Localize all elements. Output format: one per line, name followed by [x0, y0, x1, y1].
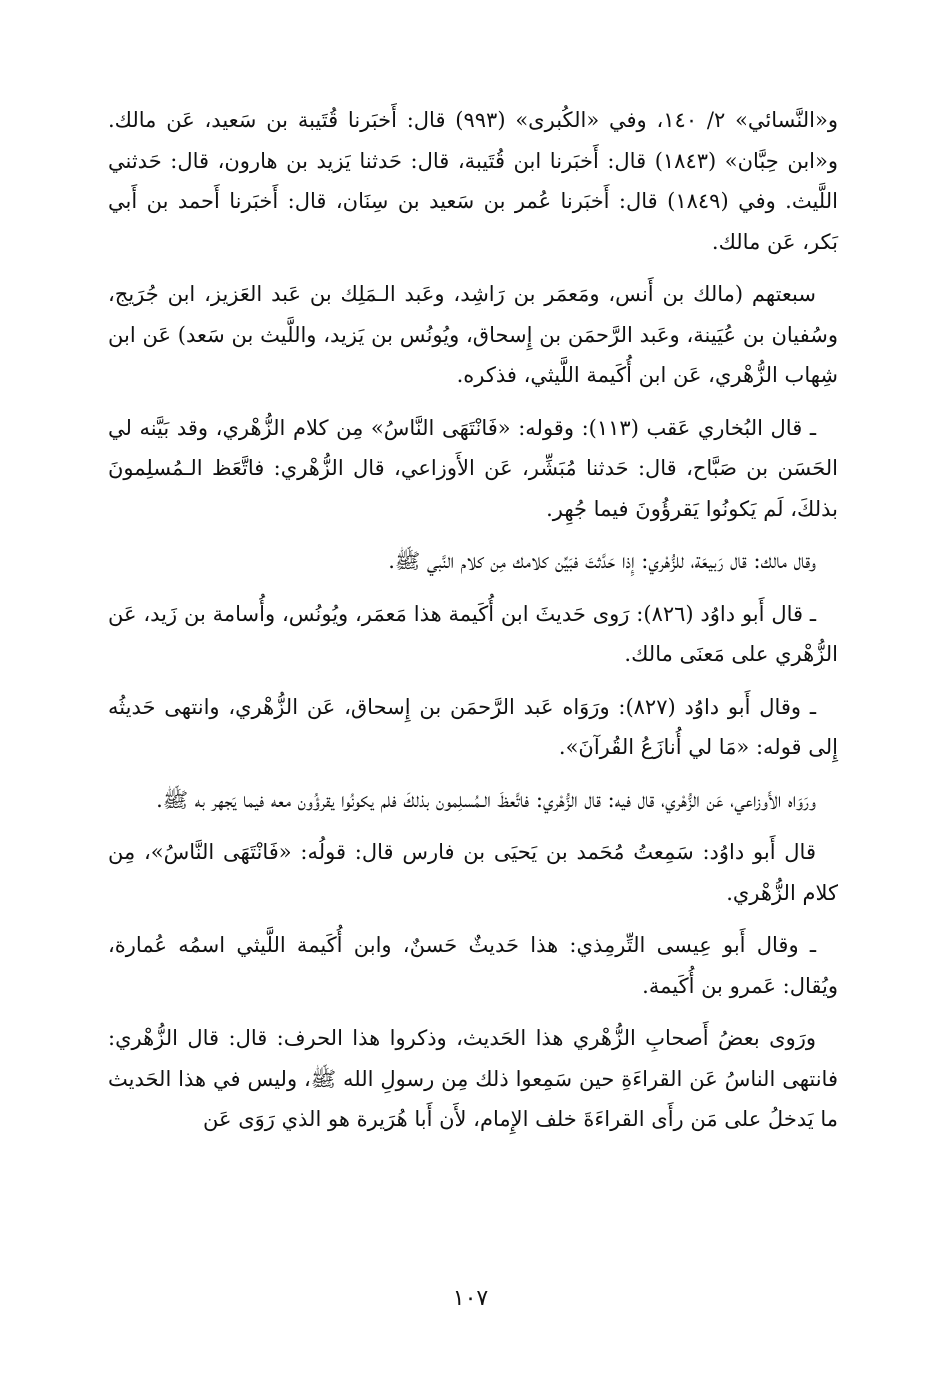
paragraph: سبعتهم (مالك بن أَنس، ومَعمَر بن رَاشِد، وعَبد الـمَلِك بن عَبد العَزيز، ابن جُرَيج، وسُفيان بن عُيَينة، وعَبد الرَّحمَن بن إِسحاق، ويُونُس بن يَزيد، واللَّيث بن سَعد) عَن ابن شِهاب الزُّهْري، عَن ابن أُكَيمة اللَّيثي، فذكره. [108, 282, 838, 387]
paragraph: وقال مالك: قال رَبيعَة، للزُّهْري: إِذا حَدَّثتَ فبَيِّن كلامك مِن كلام النَّبي ﷺ. [388, 549, 816, 573]
paragraph: ورَوى بعضُ أَصحابِ الزُّهْري هذا الحَديث، وذكروا هذا الحرف: قال: قال الزُّهْري: فانتهى الناسُ عَن القراءَةِ حين سَمِعوا ذلك مِن رسولِ الله ﷺ، وليس في هذا الحَديث ما يَدخلُ على مَن رأَى القراءَةَ خلف الإِمام، لأَن أَبا هُرَيرة هو الذي رَوَى عَن [108, 1026, 838, 1131]
paragraph: ـ وقال أَبو داوُد (٨٢٧): ورَوَاه عَبد الرَّحمَن بن إِسحاق، عَن الزُّهْري، وانتهى حَديثُه إِلى قوله: «مَا لي أُنازَعُ القُرآنَ». [108, 694, 838, 759]
paragraph: ـ قال أَبو داوُد (٨٢٦): رَوى حَديثَ ابن أُكَيمة هذا مَعمَر، ويُونُس، وأُسامة بن زَيد، عَن الزُّهْري على مَعنَى مالك. [108, 601, 838, 666]
paragraph: و«النَّسائي» ٢/ ١٤٠، وفي «الكُبرى» (٩٩٣) قال: أَخبَرنا قُتَيبة بن سَعيد، عَن مالك. و«ابن حِبَّان» (١٨٤٣) قال: أَخبَرنا ابن قُتَيبة، قال: حَدثنا يَزيد بن هارون، قال: حَدثني اللَّيث. وفي (١٨٤٩) قال: أَخبَرنا عُمر بن سَعيد بن سِنَان، قال: أَخبَرنا أَحمد بن أَبي بَكر، عَن مالك. [108, 108, 838, 254]
paragraph: ـ قال البُخاري عَقب (١١٣): وقوله: «فَانْتَهَى النَّاسُ» مِن كلام الزُّهْري، وقد بَيَّنه لي الحَسَن بن صَبَّاح، قال: حَدثنا مُبَشِّر، عَن الأَوزاعي، قال الزُّهْري: فاتَّعَظ الـمُسلِمونَ بذلكَ، لَم يَكونُوا يَقرؤُونَ فيما جُهِر. [108, 415, 838, 521]
paragraph: ـ وقال أَبو عِيسى التِّرمِذي: هذا حَديثٌ حَسنٌ، وابن أُكَيمة اللَّيثي اسمُه عُمارة، ويُقال: عَمرو بن أُكَيمة. [108, 933, 838, 998]
page-number: ١٠٧ [452, 1286, 489, 1311]
paragraph: ورَوَاه الأَوزاعي، عَن الزُّهْري، قال فيه: قال الزُّهْري: فاتَّعظَ الـمُسلِمون بذلكَ فلم يكونُوا يقرؤُون معه فيما يَجهر به ﷺ. [156, 787, 816, 812]
page-body [108, 100, 838, 1152]
paragraph: قال أَبو داوُد: سَمِعتُ مُحَمد بن يَحيَى بن فارس قال: قولُه: «فَانْتَهَى النَّاسُ»، مِن كلام الزُّهْري. [108, 840, 838, 905]
